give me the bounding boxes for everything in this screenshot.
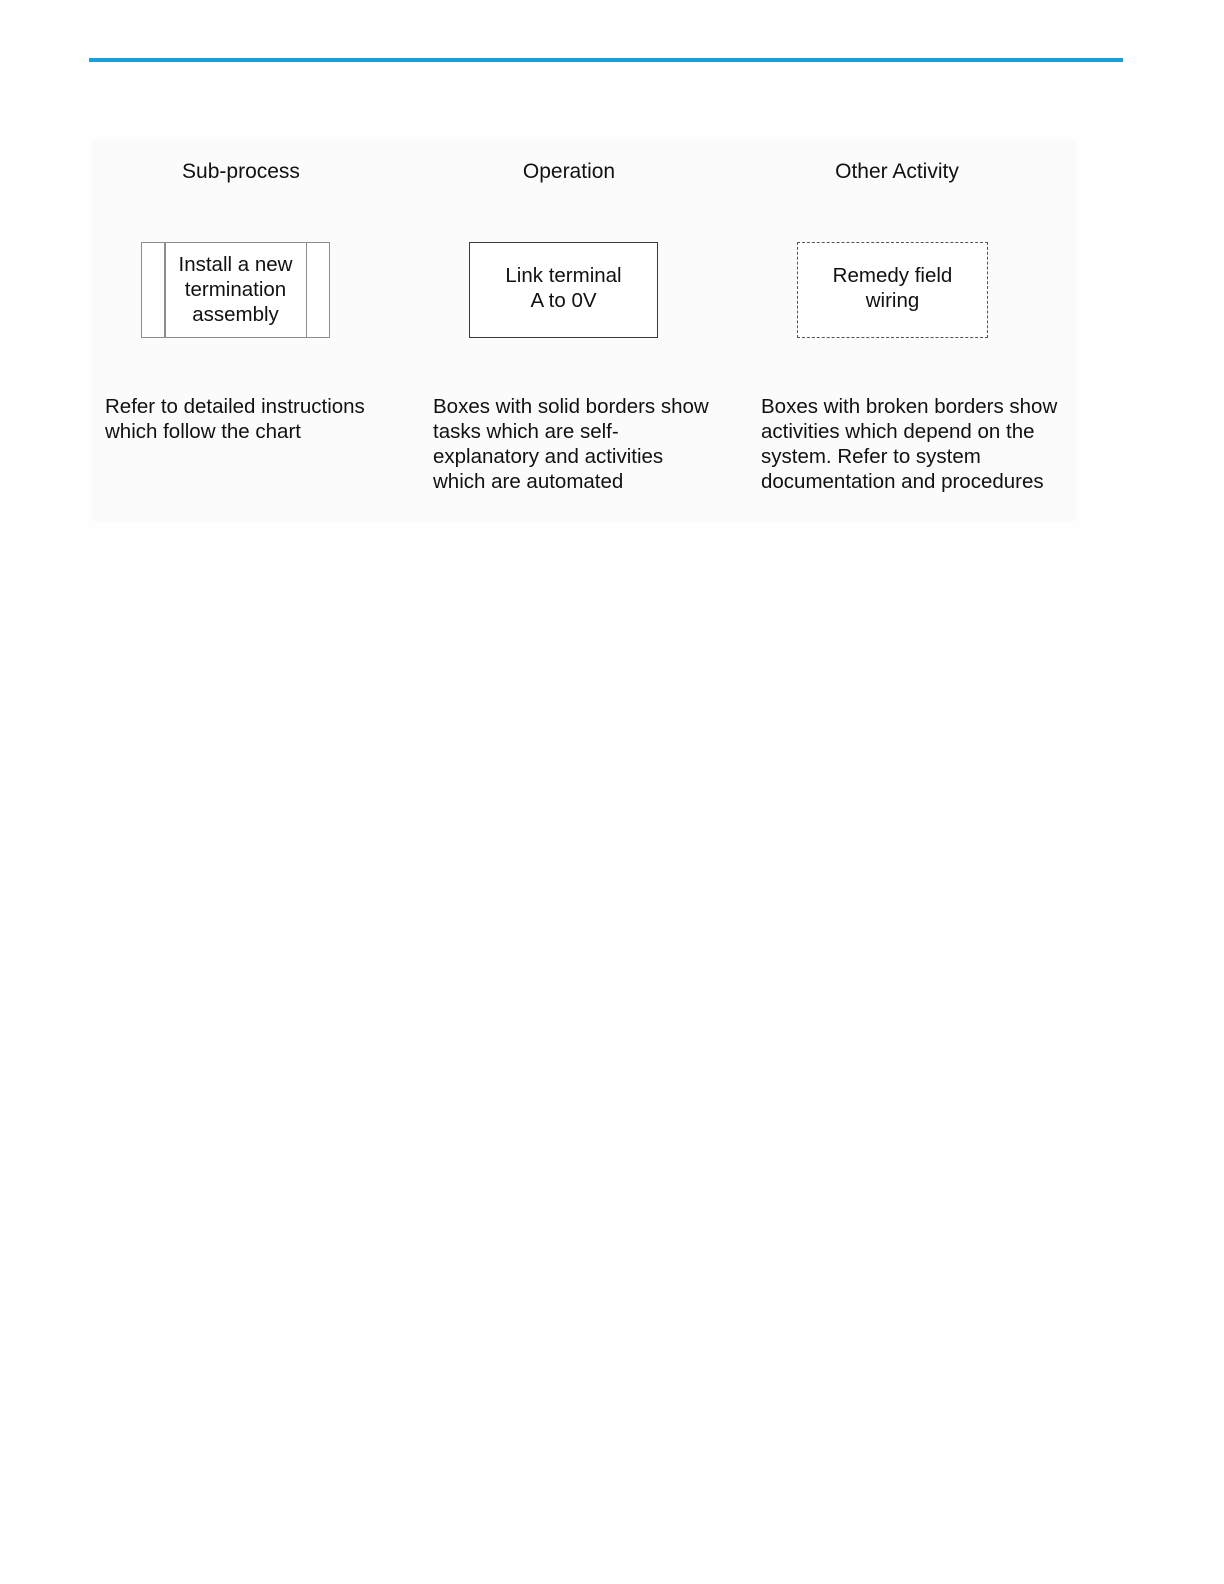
legend-heading-other-activity: Other Activity bbox=[835, 160, 959, 183]
legend-description-operation: Boxes with solid borders show tasks which are self- explanatory and activities which are automated bbox=[433, 395, 709, 493]
legend-column-subprocess bbox=[92, 140, 420, 522]
legend-description-other-activity: Boxes with broken borders show activities which depend on the system. Refer to system documentation and procedures bbox=[761, 395, 1058, 493]
top-rule bbox=[89, 58, 1123, 62]
subprocess-box-left-bar bbox=[164, 243, 166, 337]
subprocess-box-right-bar bbox=[306, 243, 308, 337]
legend-heading-operation: Operation bbox=[522, 160, 616, 183]
flowchart-legend bbox=[92, 140, 1076, 522]
operation-box bbox=[469, 242, 658, 338]
legend-description-subprocess: Refer to detailed instructions which follow the chart bbox=[105, 395, 365, 443]
other-activity-box-text: Remedy field wiring bbox=[832, 264, 953, 312]
legend-heading-subprocess: Sub-process bbox=[182, 160, 300, 183]
subprocess-box bbox=[141, 242, 330, 338]
legend-column-operation bbox=[420, 140, 748, 522]
other-activity-box bbox=[797, 242, 988, 338]
subprocess-box-text: Install a new termination assembly bbox=[178, 252, 293, 326]
legend-column-other-activity bbox=[748, 140, 1076, 522]
operation-box-text: Link terminal A to 0V bbox=[505, 264, 622, 312]
